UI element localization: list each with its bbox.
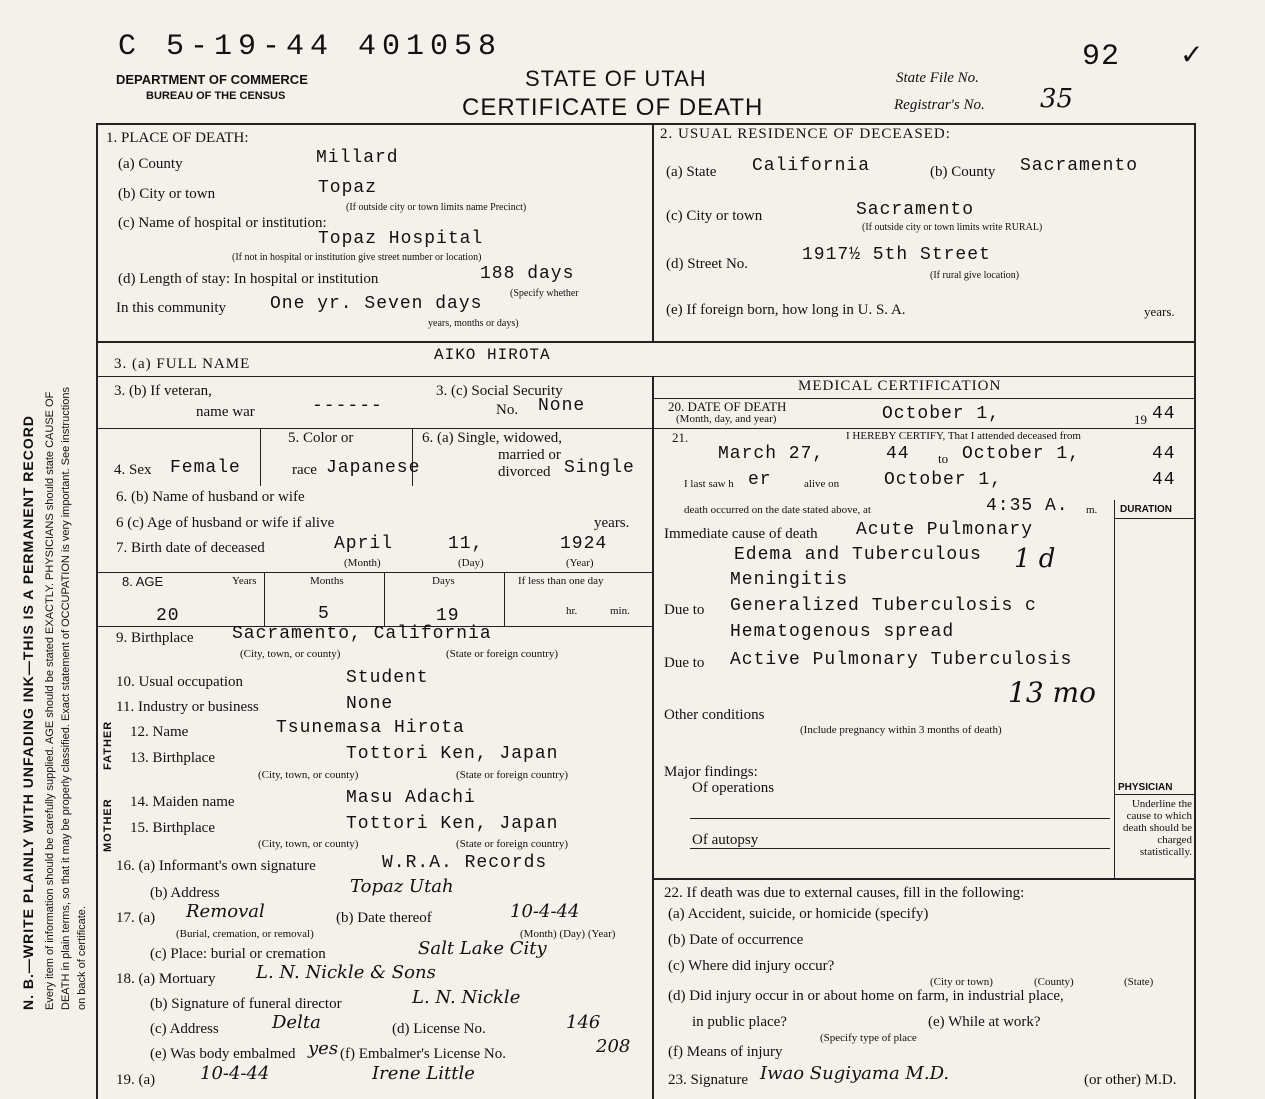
residence-foreign-label: (e) If foreign born, how long in U. S. A. [666, 302, 906, 318]
birth-day-hint: (Day) [458, 557, 484, 569]
full-name-value: AIKO HIROTA [434, 346, 551, 364]
ss-value: None [538, 396, 586, 416]
death-date-label: 20. DATE OF DEATH [668, 399, 787, 414]
mother-city-hint: (City, town, or county) [258, 838, 359, 850]
check-mark: ✓ [1180, 40, 1204, 71]
signature-label: 23. Signature [668, 1072, 748, 1088]
birthplace-value: Sacramento, California [232, 624, 492, 644]
external-b: (b) Date of occurrence [668, 932, 804, 948]
external-header: 22. If death was due to external causes, fill in the following: [664, 885, 1025, 901]
death-year-value: 44 [1152, 404, 1176, 424]
state-title: STATE OF UTAH [525, 66, 707, 91]
attended-to: October 1, [962, 444, 1081, 464]
due1-label: Due to [664, 602, 705, 618]
birth-year-hint: (Year) [566, 557, 594, 569]
findings-label: Major findings: [664, 764, 758, 780]
due2-label: Due to [664, 655, 705, 671]
residence-header: 2. USUAL RESIDENCE OF DECEASED: [660, 126, 951, 142]
place-hospital-hint: (If not in hospital or institution give street number or location) [232, 252, 482, 263]
occurred-label: death occurred on the date stated above, at [684, 504, 871, 516]
occupation-label: 10. Usual occupation [116, 674, 244, 690]
father-name-value: Tsunemasa Hirota [276, 718, 465, 738]
immediate-duration: 1 d [1014, 544, 1056, 574]
place-stay-value: 188 days [480, 264, 575, 284]
burial-value: Removal [186, 901, 265, 922]
file-number: 92 [1082, 40, 1121, 74]
place-specify: (Specify whether [510, 288, 579, 299]
age-months-value: 5 [318, 604, 330, 624]
burial-label: 17. (a) [116, 910, 156, 926]
death-date-value: October 1, [882, 404, 1001, 424]
bureau: BUREAU OF THE CENSUS [146, 90, 286, 102]
informant-address-value: Topaz Utah [350, 876, 454, 897]
attended-to-label: to [938, 451, 949, 466]
director-value: L. N. Nickle [412, 987, 521, 1008]
side-note-instructions-1: Every item of information should be carefully supplied. AGE should be stated EXACTLY. PHYSICIANS should state CAUSE OF [44, 391, 56, 1010]
embalmer-value: 208 [596, 1036, 631, 1057]
full-name-label: 3. (a) FULL NAME [114, 356, 251, 372]
external-d2: in public place? [692, 1014, 787, 1030]
burial-place-value: Salt Lake City [418, 938, 547, 959]
residence-city-label: (c) City or town [666, 208, 763, 224]
license-value: 146 [566, 1012, 601, 1033]
birthplace-city-hint: (City, town, or county) [240, 648, 341, 660]
md-label: (or other) M.D. [1084, 1072, 1177, 1088]
age-months-label: Months [310, 575, 344, 587]
informant-address-label: (b) Address [150, 885, 220, 901]
place-community-value: One yr. Seven days [270, 294, 483, 314]
marital-label-3: divorced [498, 464, 551, 480]
embalmer-label: (f) Embalmer's License No. [340, 1046, 506, 1062]
father-name-label: 12. Name [130, 724, 189, 740]
external-c-state: (State) [1124, 976, 1154, 988]
place-stay-label: (d) Length of stay: In hospital or institution [118, 271, 379, 287]
mother-birth-label: 15. Birthplace [130, 820, 215, 836]
age-hr-label: hr. [566, 605, 578, 617]
license-label: (d) License No. [392, 1021, 486, 1037]
age-label: 8. AGE [122, 574, 164, 589]
mother-name-value: Masu Adachi [346, 788, 476, 808]
birthplace-label: 9. Birthplace [116, 630, 194, 646]
last-saw-her: er [748, 470, 772, 490]
registrar-label: Registrar's No. [894, 97, 985, 113]
birth-label: 7. Birth date of deceased [116, 540, 265, 556]
residence-county-label: (b) County [930, 164, 996, 180]
burial-hint: (Burial, cremation, or removal) [176, 928, 314, 940]
birth-month-hint: (Month) [344, 557, 381, 569]
external-e: (e) While at work? [928, 1014, 1041, 1030]
age-less-label: If less than one day [518, 575, 604, 587]
other-conditions-label: Other conditions [664, 707, 765, 723]
place-hospital-label: (c) Name of hospital or institution: [118, 215, 327, 231]
registrar-value: 35 [1040, 84, 1074, 114]
side-note-instructions-2: DEATH in plain terms, so that it may be properly classified. Exact statement of OCCUPATION is very important. See instructions [60, 387, 72, 1010]
burial-date-hint: (Month) (Day) (Year) [520, 928, 616, 940]
immediate-label: Immediate cause of death [664, 526, 818, 542]
mortuary-value: L. N. Nickle & Sons [256, 962, 436, 983]
veteran-war-value: ------ [312, 396, 383, 416]
residence-city-value: Sacramento [856, 200, 975, 220]
last-saw-label: I last saw h [684, 478, 734, 490]
external-f: (f) Means of injury [668, 1044, 783, 1060]
residence-state-value: California [752, 156, 871, 176]
place-city-value: Topaz [318, 178, 378, 198]
place-county-value: Millard [316, 148, 399, 168]
birth-month: April [334, 534, 394, 554]
physician-note: Underline the cause to which death should be charged statistically. [1122, 798, 1192, 858]
burial-address-value: Delta [272, 1012, 321, 1033]
place-community-hint: years, months or days) [428, 318, 519, 329]
director-label: (b) Signature of funeral director [150, 996, 342, 1012]
age-days-label: Days [432, 575, 455, 587]
external-c-county: (County) [1034, 976, 1074, 988]
mother-birth-value: Tottori Ken, Japan [346, 814, 559, 834]
place-community-label: In this community [116, 300, 226, 316]
husband-label: 6. (b) Name of husband or wife [116, 489, 305, 505]
birth-day: 11, [448, 534, 484, 554]
marital-label-2: married or [498, 447, 561, 463]
birthplace-state-hint: (State or foreign country) [446, 648, 559, 660]
ss-no-label: No. [496, 402, 519, 418]
physician-signature: Iwao Sugiyama M.D. [760, 1063, 950, 1084]
mother-state-hint: (State or foreign country) [456, 838, 569, 850]
attended-from: March 27, [718, 444, 825, 464]
embalmed-label: (e) Was body embalmed [150, 1046, 296, 1062]
marital-label-1: 6. (a) Single, widowed, [422, 430, 562, 446]
color-label: 5. Color or [288, 430, 354, 446]
race-value: Japanese [326, 458, 421, 478]
last-saw-year: 44 [1152, 470, 1176, 490]
department: DEPARTMENT OF COMMERCE [116, 72, 308, 87]
veteran-war-label: name war [196, 404, 255, 420]
state-file-label: State File No. [896, 70, 979, 86]
burial-date-value: 10-4-44 [510, 901, 580, 922]
residence-street-value: 1917½ 5th Street [802, 245, 991, 265]
residence-foreign-suffix: years. [1144, 304, 1175, 319]
stamp-number: C 5-19-44 401058 [118, 30, 503, 64]
father-birth-label: 13. Birthplace [130, 750, 215, 766]
veteran-label: 3. (b) If veteran, [114, 383, 212, 399]
birth-year: 1924 [560, 534, 608, 554]
burial-date-label: (b) Date thereof [336, 910, 432, 926]
father-side-label: FATHER [102, 720, 114, 770]
residence-city-hint: (If outside city or town limits write RURAL) [862, 222, 1043, 233]
father-birth-value: Tottori Ken, Japan [346, 744, 559, 764]
husband-age-label: 6 (c) Age of husband or wife if alive [116, 515, 335, 531]
industry-label: 11. Industry or business [116, 699, 259, 715]
age-min-label: min. [610, 605, 630, 617]
medical-header: MEDICAL CERTIFICATION [798, 378, 1002, 394]
autopsy-label: Of autopsy [692, 832, 759, 848]
due1-line-b: Hematogenous spread [730, 622, 955, 642]
informant-sig-value: W.R.A. Records [382, 853, 548, 873]
death-time: 4:35 A. [986, 496, 1069, 516]
certify-number: 21. [672, 430, 689, 445]
informant-sig-label: 16. (a) Informant's own signature [116, 858, 316, 874]
burial-address-label: (c) Address [150, 1021, 219, 1037]
immediate-line-3: Meningitis [730, 570, 849, 590]
external-a: (a) Accident, suicide, or homicide (specify) [668, 906, 929, 922]
last-saw-date: October 1, [884, 470, 1003, 490]
residence-county-value: Sacramento [1020, 156, 1139, 176]
side-note-permanent: N. B.—WRITE PLAINLY WITH UNFADING INK—THIS IS A PERMANENT RECORD [20, 415, 36, 1010]
industry-value: None [346, 694, 394, 714]
attended-from-year: 44 [886, 444, 910, 464]
filed-value: 10-4-44 [200, 1063, 270, 1084]
father-city-hint: (City, town, or county) [258, 769, 359, 781]
side-note-instructions-3: on back of certificate. [76, 906, 88, 1010]
mother-side-label: MOTHER [102, 798, 114, 852]
sex-value: Female [170, 458, 241, 478]
place-city-label: (b) City or town [118, 186, 216, 202]
sex-label: 4. Sex [114, 462, 152, 478]
burial-place-label: (c) Place: burial or cremation [150, 946, 326, 962]
husband-age-years: years. [594, 515, 630, 531]
death-time-suffix: m. [1086, 504, 1098, 516]
external-c: (c) Where did injury occur? [668, 958, 835, 974]
physician-header: PHYSICIAN [1118, 782, 1173, 793]
attended-to-year: 44 [1152, 444, 1176, 464]
father-state-hint: (State or foreign country) [456, 769, 569, 781]
immediate-line-1: Acute Pulmonary [856, 520, 1034, 540]
age-years-value: 20 [156, 606, 180, 626]
other-conditions-hint: (Include pregnancy within 3 months of death) [800, 724, 1002, 736]
external-d: (d) Did injury occur in or about home on farm, in industrial place, [668, 988, 1064, 1004]
place-hospital-value: Topaz Hospital [318, 229, 484, 249]
residence-street-label: (d) Street No. [666, 256, 749, 272]
death-date-hint: (Month, day, and year) [676, 413, 777, 425]
death-year-prefix: 19 [1134, 412, 1147, 427]
marital-value: Single [564, 458, 635, 478]
mortuary-label: 18. (a) Mortuary [116, 971, 216, 987]
mother-name-label: 14. Maiden name [130, 794, 235, 810]
filed-label: 19. (a) [116, 1072, 156, 1088]
certify-text: I HEREBY CERTIFY, That I attended deceased from [846, 430, 1081, 442]
age-years-label: Years [232, 575, 257, 587]
registrar-signature: Irene Little [372, 1063, 475, 1084]
duration-label: DURATION [1120, 504, 1173, 515]
certificate-title: CERTIFICATE OF DEATH [462, 94, 764, 121]
race-label: race [292, 462, 317, 478]
immediate-line-2: Edema and Tuberculous [734, 545, 982, 565]
due2-value: Active Pulmonary Tuberculosis [730, 650, 1073, 670]
ss-label: 3. (c) Social Security [436, 383, 563, 399]
due2-duration: 13 mo [1008, 676, 1096, 709]
alive-on-label: alive on [804, 478, 840, 490]
embalmed-value: yes [308, 1038, 339, 1059]
operations-label: Of operations [692, 780, 775, 796]
age-days-value: 19 [436, 606, 460, 626]
place-city-hint: (If outside city or town limits name Precinct) [346, 202, 527, 213]
place-county-label: (a) County [118, 156, 183, 172]
external-c-city: (City or town) [930, 976, 993, 988]
due1-line-a: Generalized Tuberculosis c [730, 596, 1037, 616]
occupation-value: Student [346, 668, 429, 688]
external-specify-hint: (Specify type of place [820, 1032, 917, 1044]
place-header: 1. PLACE OF DEATH: [106, 130, 249, 146]
residence-street-hint: (If rural give location) [930, 270, 1020, 281]
residence-state-label: (a) State [666, 164, 717, 180]
